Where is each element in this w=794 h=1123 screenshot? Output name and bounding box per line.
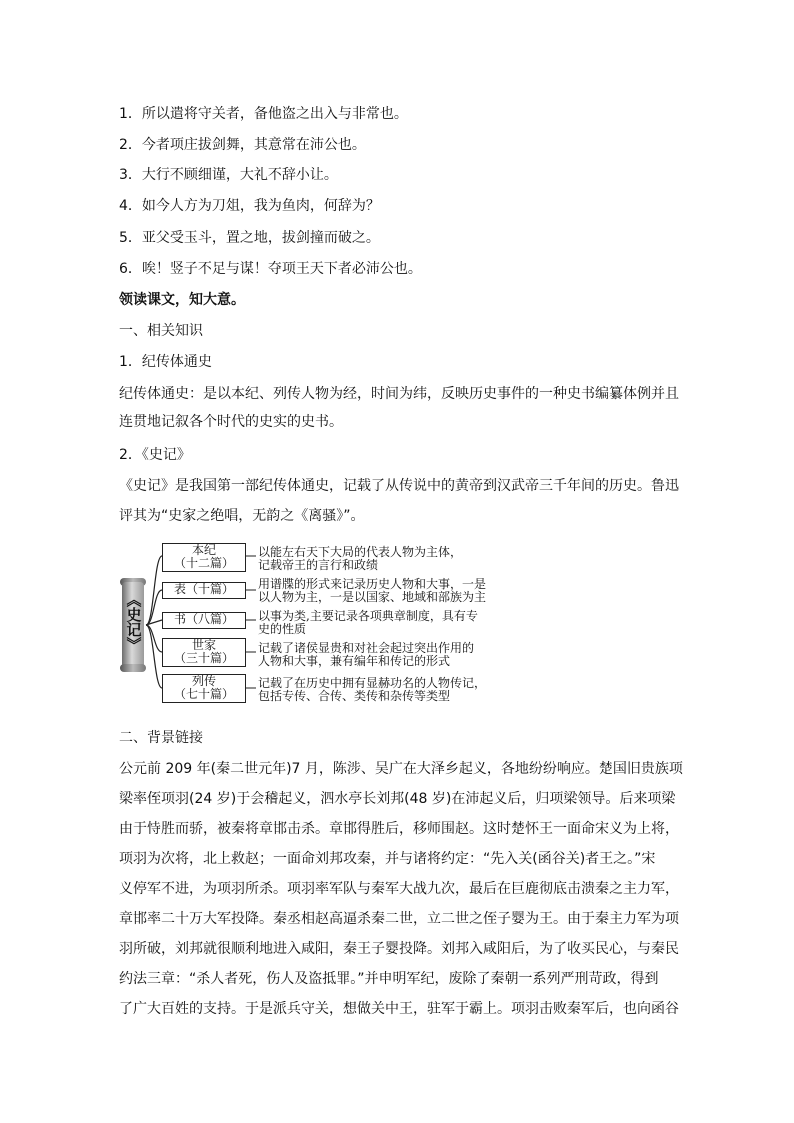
desc-shijia: 记载了诸侯显贵和对社会起过突出作用的 人物和大事，兼有编年和传记的形式 bbox=[258, 641, 475, 668]
box-benji: 本纪 （十二篇） bbox=[162, 543, 246, 572]
sentence-5: 5．亚父受玉斗，置之地，拔剑撞而破之。 bbox=[119, 230, 380, 246]
paragraph-line: 义停军不进，为项羽所杀。项羽率军队与秦军大战九次，最后在巨鹿彻底击溃秦之主力军， bbox=[119, 881, 679, 897]
paragraph-line: 约法三章：“杀人者死，伤人及盗抵罪。”并申明军纪，废除了秦朝一系列严刑苛政，得到 bbox=[119, 971, 659, 987]
paragraph-line: 由于恃胜而骄，被秦将章邯击杀。章邯得胜后，移师围赵。这时楚怀王一面命宋义为上将， bbox=[119, 821, 679, 837]
paragraph-line: 梁率侄项羽(24 岁)于会稽起义，泗水亭长刘邦(48 岁)在沛起义后，归项梁领导。后来项梁 bbox=[119, 791, 676, 807]
paragraph-line: 公元前 209 年(秦二世元年)7 月，陈涉、吴广在大泽乡起义，各地纷纷响应。楚国旧贵族项 bbox=[119, 761, 683, 777]
sentence-4: 4．如今人方为刀俎，我为鱼肉，何辞为？ bbox=[119, 198, 380, 214]
box-liezhuan: 列传 （七十篇） bbox=[162, 674, 246, 703]
sentence-3: 3．大行不顾细谨，大礼不辞小让。 bbox=[119, 167, 338, 183]
desc-liezhuan: 记载了在历史中拥有显赫功名的人物传记， 包括专传、合传、类传和杂传等类型 bbox=[258, 676, 487, 703]
subsection-1-line-2: 连贯地记叙各个时代的史实的史书。 bbox=[119, 414, 343, 430]
paragraph-line: 项羽为次将，北上救赵；一面命刘邦攻秦，并与诸将约定：“先入关(函谷关)者王之。”宋 bbox=[119, 851, 656, 867]
sentence-2: 2．今者项庄拔剑舞，其意常在沛公也。 bbox=[119, 137, 366, 153]
subsection-1-line-1: 纪传体通史：是以本纪、列传人物为经，时间为纬，反映历史事件的一种史书编纂体例并且 bbox=[119, 386, 679, 402]
subsection-2-heading: 2．《史记》 bbox=[119, 447, 191, 463]
subsection-2-line-1: 《史记》是我国第一部纪传体通史，记载了从传说中的黄帝到汉武帝三千年间的历史。鲁迅 bbox=[119, 478, 679, 494]
section-2-heading: 二、背景链接 bbox=[119, 730, 203, 746]
box-shu: 书（八篇） bbox=[162, 612, 246, 629]
subsection-2-line-2: 评其为“史家之绝唱，无韵之《离骚》”。 bbox=[119, 508, 365, 524]
subsection-1-heading: 1．纪传体通史 bbox=[119, 354, 212, 370]
desc-benji: 以能左右天下大局的代表人物为主体， 记载帝王的言行和政绩 bbox=[258, 545, 463, 572]
paragraph-line: 章邯率二十万大军投降。秦丞相赵高逼杀秦二世，立二世之侄子婴为王。由于秦主力军为项 bbox=[119, 911, 679, 927]
shiji-structure-diagram bbox=[118, 540, 518, 708]
background-paragraph bbox=[119, 754, 683, 1024]
box-biao: 表（十篇） bbox=[162, 582, 246, 599]
sentence-1: 1．所以遣将守关者，备他盗之出入与非常也。 bbox=[119, 106, 408, 122]
section-1-heading: 一、相关知识 bbox=[119, 323, 203, 339]
lead-instruction: 领读课文，知大意。 bbox=[119, 292, 245, 308]
desc-shu: 以事为类,主要记录各项典章制度，具有专 史的性质 bbox=[258, 609, 478, 636]
paragraph-line: 羽所破，刘邦就很顺利地进入咸阳，秦王子婴投降。刘邦入咸阳后，为了收买民心，与秦民 bbox=[119, 941, 679, 957]
spine-title: 《史记》 bbox=[124, 592, 143, 652]
desc-biao: 用谱牒的形式来记录历史人物和大事，一是 以人物为主，一是以国家、地域和部族为主 bbox=[258, 577, 487, 604]
paragraph-line: 了广大百姓的支持。于是派兵守关，想做关中王，驻军于霸上。项羽击败秦军后，也向函谷 bbox=[119, 1001, 679, 1017]
box-shijia: 世家 （三十篇） bbox=[162, 638, 246, 667]
sentence-6: 6．唉！竖子不足与谋！夺项王天下者必沛公也。 bbox=[119, 261, 422, 277]
